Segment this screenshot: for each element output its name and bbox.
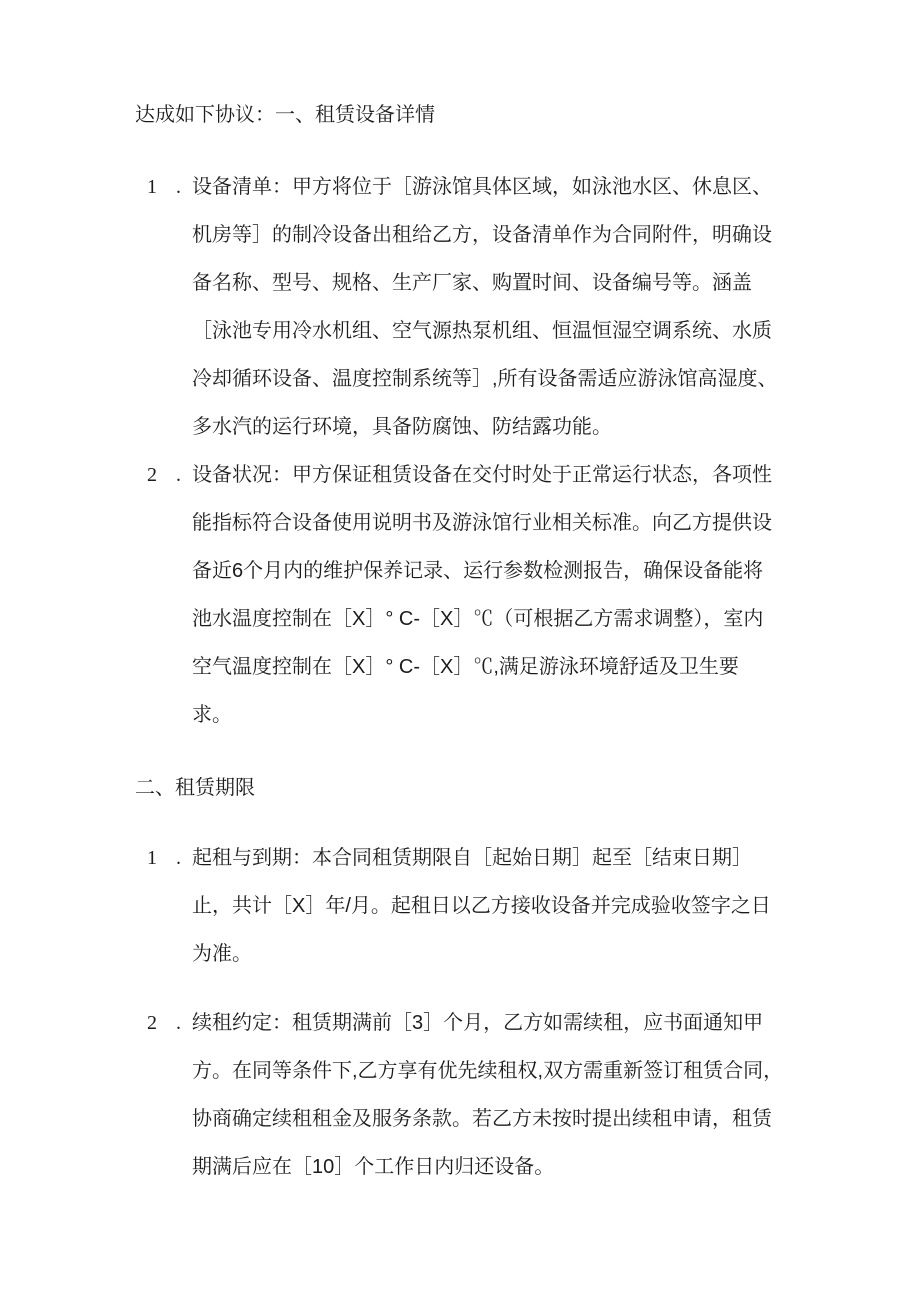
text-line: 冷却循环设备、温度控制系统等］,所有设备需适应游泳馆高湿度、 xyxy=(192,368,778,390)
text-line: 备近6个月内的维护保养记录、运行参数检测报告，确保设备能将 xyxy=(192,560,764,582)
text-line: 方。在同等条件下,乙方享有优先续租权,双方需重新签订租赁合同， xyxy=(192,1060,784,1082)
text-line: 空气温度控制在［X］° C-［X］℃,满足游泳环境舒适及卫生要 xyxy=(192,656,739,678)
list-marker: 2 . xyxy=(147,464,188,486)
text-line: 续租约定：租赁期满前［3］个月，乙方如需续租，应书面通知甲 xyxy=(192,1012,764,1034)
text-line: 止，共计［X］年/月。起租日以乙方接收设备并完成验收签字之日 xyxy=(192,895,771,917)
text-line: 起租与到期：本合同租赁期限自［起始日期］起至［结束日期］ xyxy=(192,847,752,869)
text-line: 池水温度控制在［X］° C-［X］℃（可根据乙方需求调整），室内 xyxy=(192,608,764,630)
text-line: 能指标符合设备使用说明书及游泳馆行业相关标准。向乙方提供设 xyxy=(192,512,772,534)
text-line: 求。 xyxy=(192,704,232,726)
text-line: 设备状况：甲方保证租赁设备在交付时处于正常运行状态，各项性 xyxy=(192,464,772,486)
list-marker: 1 . xyxy=(147,176,188,198)
text-line: 备名称、型号、规格、生产厂家、购置时间、设备编号等。涵盖 xyxy=(192,272,752,294)
text-line: ［泳池专用冷水机组、空气源热泵机组、恒温恒湿空调系统、水质 xyxy=(192,320,772,342)
text-line: 协商确定续租租金及服务条款。若乙方未按时提出续租申请，租赁 xyxy=(192,1108,772,1130)
text-line: 机房等］的制冷设备出租给乙方，设备清单作为合同附件，明确设 xyxy=(192,224,772,246)
list-marker: 1 . xyxy=(147,847,188,869)
list-item xyxy=(135,834,880,978)
list-marker: 2 . xyxy=(147,1012,188,1034)
text-line: 为准。 xyxy=(192,943,252,965)
text-line: 期满后应在［10］个工作日内归还设备。 xyxy=(192,1156,555,1178)
text-line: 设备清单：甲方将位于［游泳馆具体区域，如泳池水区、休息区、 xyxy=(192,176,772,198)
section-heading: 二、租赁期限 xyxy=(135,777,255,799)
list-item xyxy=(135,999,880,1191)
text-line: 多水汽的运行环境，具备防腐蚀、防结露功能。 xyxy=(192,416,612,438)
intro-paragraph: 达成如下协议：一、租赁设备详情 xyxy=(135,104,435,126)
list-item xyxy=(135,163,880,451)
list-item xyxy=(135,451,880,739)
